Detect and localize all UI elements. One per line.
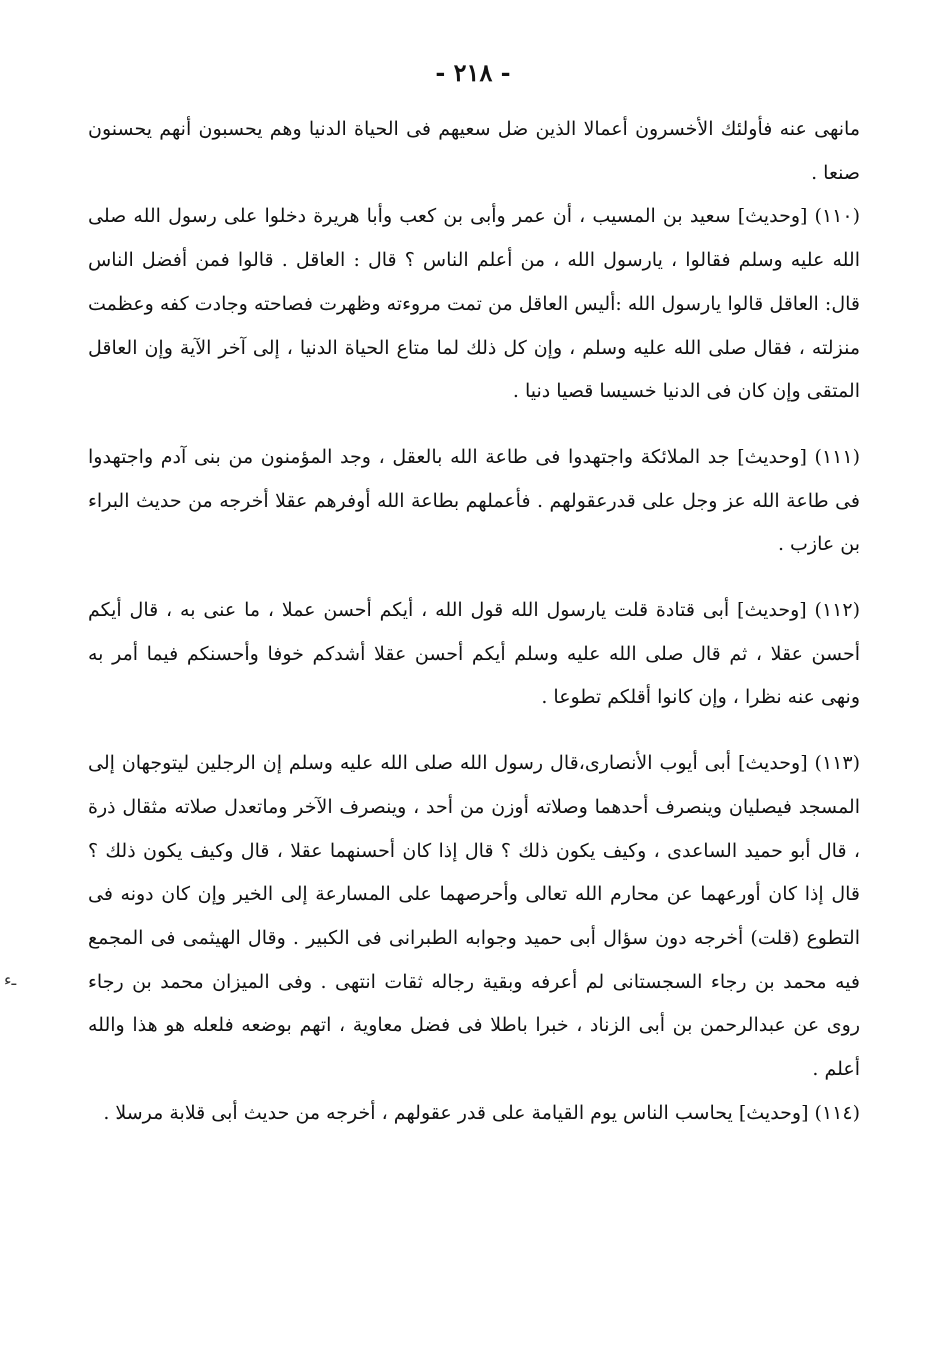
hadith-113: (١١٣) [وحديث] أبى أيوب الأنصارى،قال رسول الله صلى الله عليه وسلم إن الرجلين ليتوجهان إلى المسجد فيصليان وينصرف أحدهما وصلاته أوزن من أحد ، وينصرف الآخر وماتعدل صلاته مثقال ذرة ، قال أبو حميد الساعدى ، وكيف يكون ذلك ؟ قال إذا كان أحسنهما عقلا ، قال وكيف يكون ذلك ؟ قال إذا كان أورعهما عن محارم الله تعالى وأحرصهما على المسارعة إلى الخير وإن كان دونه فى التطوع (قلت) أخرجه دون سؤال أبى حميد وجوابه الطبرانى فى الكبير . وقال الهيثمى فى المجمع فيه محمد بن رجاء السجستانى لم أعرفه وبقية رجاله ثقات انتهى . وفى الميزان محمد بن رجاء روى عن عبدالرحمن بن أبى الزناد ، خبرا باطلا فى فضل معاوية ، اتهم بوضعه فلعله هو هذا والله أعلم . <box>88 752 860 1081</box>
page-text <box>88 108 860 1135</box>
hadith-111: (١١١) [وحديث] جد الملائكة واجتهدوا فى طاعة الله بالعقل ، وجد المؤمنون من بنى آدم واجتهدوا فى طاعة الله عز وجل على قدرعقولهم . فأعملهم بطاعة الله أوفرهم عقلا أخرجه من حديث البراء بن عازب . <box>88 445 860 556</box>
hadith-112: (١١٢) [وحديث] أبى قتادة قلت يارسول الله قول الله ، أيكم أحسن عملا ، ما عنى به ، قال أيكم أحسن عقلا ، ثم قال صلى الله عليه وسلم أيكم أحسن عقلا أشدكم خوفا وأحسنكم فيما أمر به ونهى عنه نظرا ، وإن كانوا أقلكم تطوعا . <box>88 599 860 709</box>
hadith-114: (١١٤) [وحديث] يحاسب الناس يوم القيامة على قدر عقولهم ، أخرجه من حديث أبى قلابة مرسلا . <box>103 1101 860 1124</box>
paragraph-continuation: مانهى عنه فأولئك الأخسرون أعمالا الذين ضل سعيهم فى الحياة الدنيا وهم يحسبون أنهم يحسنون صنعا . <box>88 118 860 184</box>
margin-mark: ـ‍ء <box>4 970 17 989</box>
hadith-110: (١١٠) [وحديث] سعيد بن المسيب ، أن عمر وأبى بن كعب وأبا هريرة دخلوا على رسول الله صلى الله عليه وسلم فقالوا ، يارسول الله ، من أعلم الناس ؟ قال : العاقل . قالوا فمن أفضل الناس قال: العاقل قالوا يارسول الله :أليس العاقل من تمت مروءته وظهرت فصاحته وجادت كفه وعظمت منزلته ، فقال صلى الله عليه وسلم ، وإن كل ذلك لما متاع الحياة الدنيا ، إلى آخر الآية وإن العاقل المتقى وإن كان فى الدنيا خسيسا قصيا دنيا . <box>88 205 860 403</box>
page-number: - ٢١٨ - <box>435 58 511 87</box>
